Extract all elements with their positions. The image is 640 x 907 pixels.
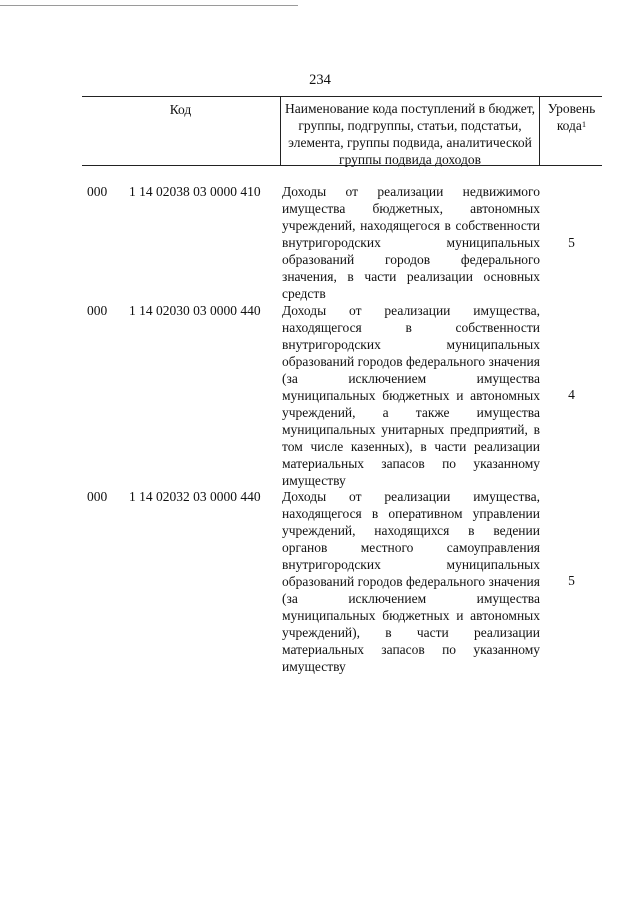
header-level bbox=[541, 97, 602, 168]
row-income-code: 1 14 02032 03 0000 440 bbox=[129, 489, 261, 504]
header-name: Наименование кода поступлений в бюджет, группы, подгруппы, статьи, подстатьи, элемента, группы подвида, аналитической группы подвида доходов bbox=[280, 97, 540, 165]
row-level: 5 bbox=[568, 573, 575, 588]
row-admin-code: 000 bbox=[87, 303, 108, 318]
header-level-footnote: 1 bbox=[581, 119, 587, 129]
table-header bbox=[82, 96, 602, 166]
row-income-name: Доходы от реализации имущества, находящегося в оперативном управлении учреждений, находящихся в ведении органов местного самоуправления внутригородских муниципальных образований городов федерального значения (за исключением имущества муниципальных бюджетных и автономных учреждений), в части реализации материальных запасов по указанному имуществу bbox=[282, 489, 540, 674]
row-income-code: 1 14 02038 03 0000 410 bbox=[129, 184, 261, 199]
page-number: 234 bbox=[309, 72, 331, 88]
header-code: Код bbox=[169, 102, 192, 117]
header-level-label: Уровень кода bbox=[547, 101, 596, 133]
row-admin-code: 000 bbox=[87, 489, 108, 504]
top-border-line bbox=[0, 5, 298, 6]
row-level: 5 bbox=[568, 235, 575, 250]
row-admin-code: 000 bbox=[87, 184, 108, 199]
row-level: 4 bbox=[568, 387, 575, 402]
row-income-name: Доходы от реализации недвижимого имущества бюджетных, автономных учреждений, находящегося в собственности внутригородских муниципальных образований городов федерального значения, в части реализации основных средств bbox=[282, 184, 540, 301]
row-income-name: Доходы от реализации имущества, находящегося в собственности внутригородских муниципальных образований городов федерального значения (за исключением имущества муниципальных бюджетных и автономных учреждений, а также имущества муниципальных унитарных предприятий, в том числе казенных), в части реализации материальных запасов по указанному имуществу bbox=[282, 303, 540, 488]
row-income-code: 1 14 02030 03 0000 440 bbox=[129, 303, 261, 318]
